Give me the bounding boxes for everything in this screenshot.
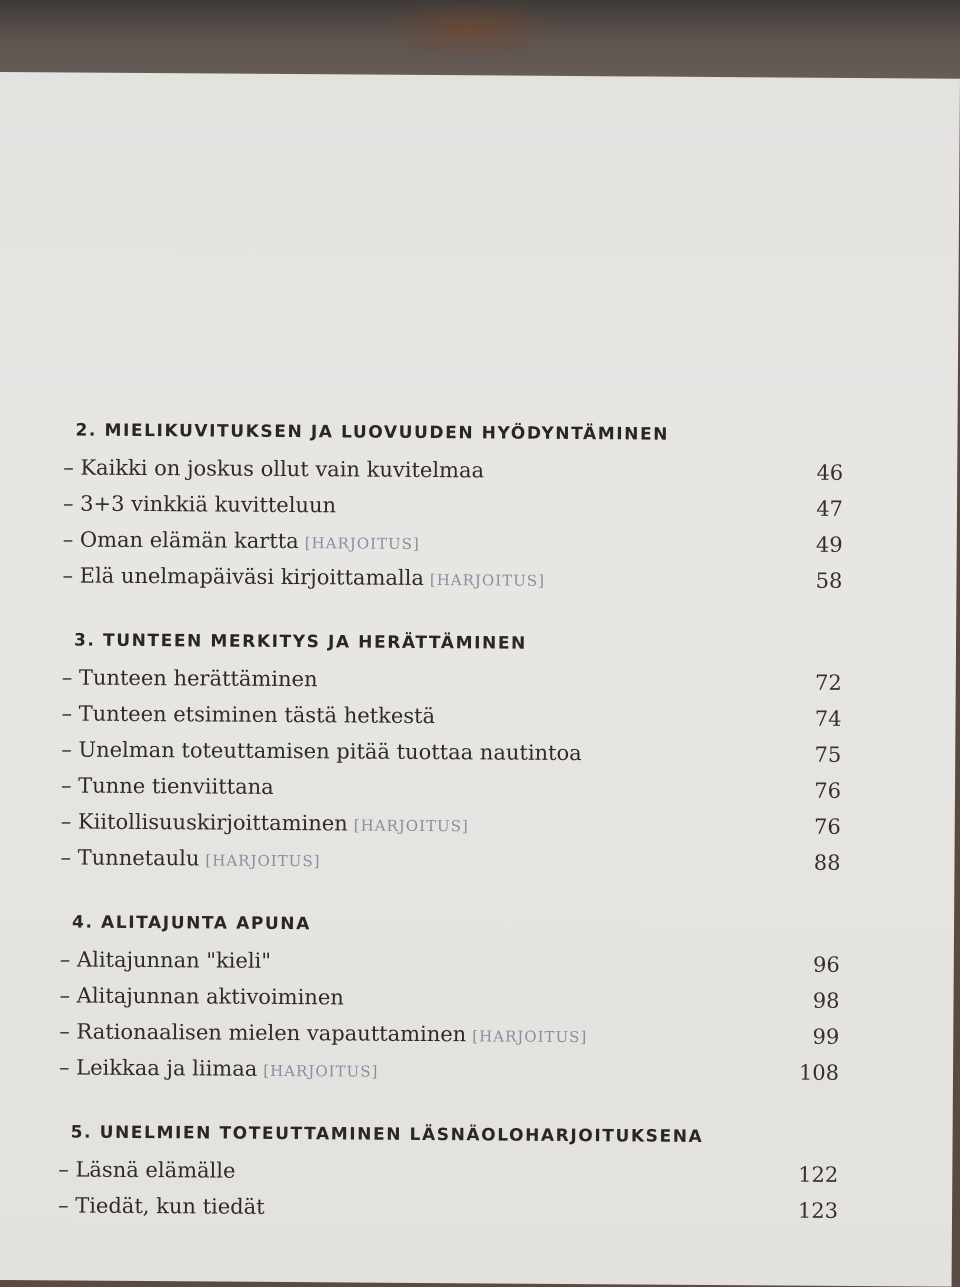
- exercise-tag: [HARJOITUS]: [205, 851, 321, 871]
- section-title: 3. TUNTEEN MERKITYS JA HERÄTTÄMINEN: [73, 630, 527, 654]
- toc-entry: [62, 557, 842, 598]
- section-title: 5. UNELMIEN TOTEUTTAMINEN LÄSNÄOLOHARJOITUKSENA: [70, 1122, 704, 1147]
- toc-entry: [60, 941, 840, 982]
- toc-entry: [61, 767, 841, 808]
- toc-entry-label: [63, 449, 484, 490]
- toc-entry-text: – Oman elämän kartta: [62, 527, 299, 554]
- toc-entry-label: [63, 521, 420, 561]
- toc-entry: [59, 977, 839, 1018]
- page-number: 58: [815, 568, 843, 593]
- page-number: 75: [814, 742, 842, 767]
- toc-entry: [63, 449, 843, 490]
- toc-entry-text: – Kiitollisuuskirjoittaminen: [60, 809, 348, 836]
- toc-section: [62, 417, 843, 598]
- page-number: 72: [814, 670, 842, 695]
- toc-entry: [61, 731, 841, 772]
- toc-entry-text: – Tunteen etsiminen tästä hetkestä: [61, 701, 436, 729]
- toc-entry-text: – Läsnä elämälle: [58, 1157, 236, 1183]
- table-of-contents: [58, 417, 844, 1262]
- toc-entry: [60, 839, 840, 880]
- section-title: 2. MIELIKUVITUKSEN JA LUOVUUDEN HYÖDYNTÄMINEN: [75, 420, 670, 445]
- toc-entry-label: [59, 977, 344, 1017]
- toc-entry-label: [60, 941, 271, 980]
- exercise-tag: [HARJOITUS]: [263, 1061, 379, 1081]
- toc-entry-text: – Tunne tienviittana: [60, 773, 274, 799]
- toc-entry: [58, 1151, 838, 1192]
- toc-entry-label: [58, 1187, 265, 1226]
- page-number: 123: [797, 1198, 839, 1223]
- toc-entry-label: [61, 695, 435, 736]
- toc-section: [60, 627, 842, 880]
- toc-entry-label: [63, 485, 336, 525]
- page-number: 99: [812, 1024, 840, 1049]
- page-number: 49: [815, 532, 843, 557]
- toc-section: [59, 909, 840, 1090]
- page-number: 122: [798, 1162, 839, 1187]
- toc-entry-label: [62, 659, 318, 699]
- exercise-tag: [HARJOITUS]: [429, 571, 546, 590]
- toc-entry: [62, 659, 842, 700]
- toc-entry-text: – Alitajunnan "kieli": [59, 947, 272, 973]
- toc-entry-text: – Tunteen herättäminen: [61, 665, 318, 692]
- toc-entry: [63, 521, 843, 562]
- toc-entry-text: – Alitajunnan aktivoiminen: [59, 983, 344, 1010]
- toc-section: [58, 1119, 839, 1228]
- page-number: 76: [813, 814, 841, 839]
- section-title: 4. ALITAJUNTA APUNA: [71, 912, 312, 935]
- toc-entry: [61, 695, 841, 736]
- toc-entry-text: – Unelman toteuttamisen pitää tuottaa nautintoa: [61, 737, 582, 766]
- toc-entry-text: – Leikkaa ja liimaa: [58, 1055, 258, 1081]
- toc-entry: [63, 485, 843, 526]
- toc-entry-label: [61, 803, 469, 844]
- page-number: 76: [814, 778, 842, 803]
- page-number: 46: [816, 460, 844, 485]
- page-number: 98: [812, 988, 840, 1013]
- page-number: 88: [813, 850, 841, 875]
- page-number: 108: [798, 1060, 840, 1085]
- toc-entry-label: [59, 1049, 379, 1089]
- exercise-tag: [HARJOITUS]: [304, 534, 420, 553]
- toc-entry-text: – Rationaalisen mielen vapauttaminen: [59, 1019, 467, 1047]
- page-number: 96: [812, 952, 840, 977]
- toc-entry-text: – Kaikki on joskus ollut vain kuvitelmaa: [63, 455, 485, 483]
- exercise-tag: [HARJOITUS]: [353, 816, 469, 836]
- toc-entry-label: [59, 1013, 587, 1055]
- exercise-tag: [HARJOITUS]: [472, 1027, 588, 1047]
- book-page: [0, 72, 960, 1287]
- toc-entry-text: – Tunnetaulu: [60, 845, 200, 871]
- page-number: 74: [814, 706, 842, 731]
- toc-entry-label: [60, 839, 320, 879]
- toc-entry-text: – 3+3 vinkkiä kuvitteluun: [62, 491, 337, 518]
- toc-entry-text: – Elä unelmapäiväsi kirjoittamalla: [62, 563, 424, 590]
- toc-entry: [58, 1187, 838, 1228]
- toc-entry: [59, 1013, 839, 1054]
- page-number: 47: [816, 496, 844, 521]
- toc-entry: [59, 1049, 839, 1090]
- toc-entry-label: [61, 731, 582, 773]
- toc-entry: [61, 803, 841, 844]
- toc-entry-label: [62, 557, 545, 598]
- toc-entry-label: [61, 767, 274, 806]
- toc-entry-label: [58, 1151, 235, 1190]
- toc-entry-text: – Tiedät, kun tiedät: [58, 1193, 265, 1219]
